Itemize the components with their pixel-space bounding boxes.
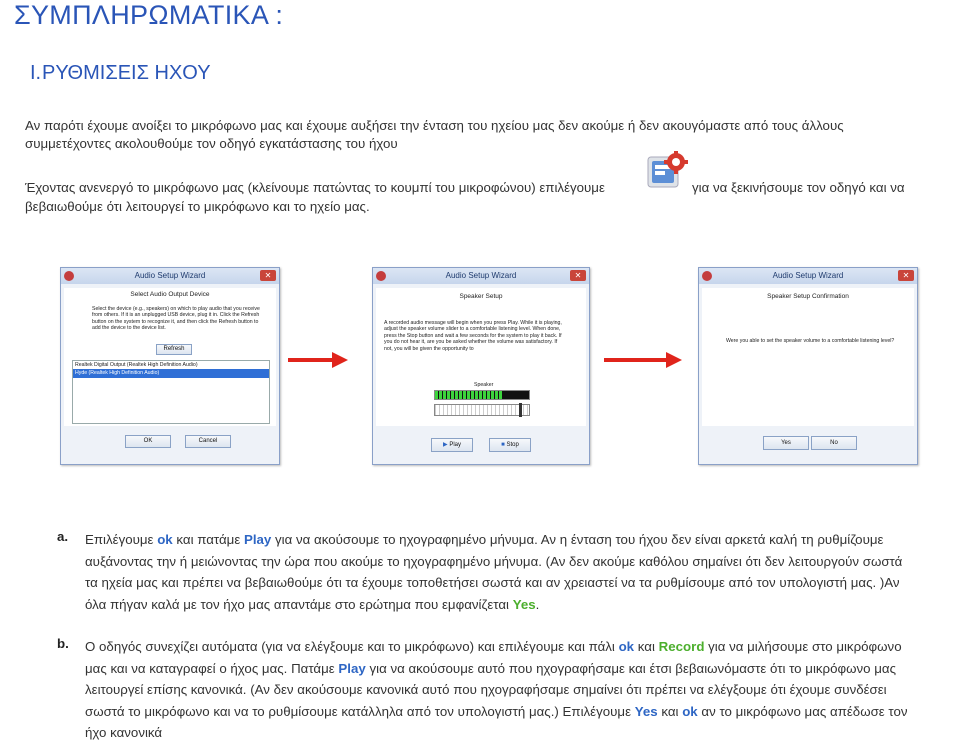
audio-wizard-gear-icon [646,151,688,191]
list-label-a: a. [57,529,69,544]
dialog-titlebar [699,268,917,284]
item-b-line-5: ήχο κανονικά [85,725,163,740]
item-b-line-4: σωστά το μικρόφωνο και να το ρυθμίσουμε κατάλληλα από τον υπολογιστή μας.) Επιλέγουμε Yes και ok αν το μικρόφωνο μας απέδωσε τον [85,703,908,719]
list-item-b [85,636,960,744]
list-item-selected[interactable]: Hyde (Realtek High Definition Audio) [73,369,269,377]
item-a-line-1: Επιλέγουμε ok και πατάμε Play για να ακούσουμε το ηχογραφημένο μήνυμα. Αν η ένταση του ήχου δεν είναι αρκετά καλή τη ρυθμίζουμε [85,532,884,547]
item-a-line-3: τα ηχεία μας και πρέπει να βεβαιωθούμε ότι τα έχουμε τοποθετήσει σωστά και αν χρειαστεί να τα ρυθμίσουμε από τον υπολογιστή μας. )Αν [85,575,900,590]
item-a-line-4: όλα πήγαν καλά με τον ήχο μας απαντάμε στο ερώτημα που εμφανίζεται Yes. [85,596,540,612]
list-item[interactable]: Realtek Digital Output (Realtek High Definition Audio) [75,362,198,368]
paragraph-1 [25,117,945,153]
refresh-button[interactable]: Refresh [156,344,192,355]
app-logo-icon [702,271,712,281]
paragraph-1-line-2: συμμετέχοντες ακολουθούμε τον οδηγό εγκατάστασης του ήχου [25,136,398,151]
arrow-right-icon [284,350,350,370]
play-icon: ▶ [443,442,448,448]
ok-button[interactable]: OK [125,435,171,448]
speaker-label: Speaker [474,382,494,388]
dialog-speaker-confirm [698,267,918,465]
dialog-title: Audio Setup Wizard [772,271,844,280]
dialog-subtitle: Select Audio Output Device [130,291,210,298]
page-title: ΣΥΜΠΛΗΡΩΜΑΤΙΚΑ : [14,0,284,30]
dialog-subtitle: Speaker Setup Confirmation [767,293,849,300]
close-icon[interactable]: ✕ [570,270,586,281]
yes-button[interactable]: Yes [763,436,809,450]
stop-icon: ■ [501,442,505,448]
volume-slider[interactable] [434,404,530,416]
cancel-button[interactable]: Cancel [185,435,231,448]
dialog-titlebar [373,268,589,284]
dialog-speaker-setup [372,267,590,465]
app-logo-icon [64,271,74,281]
dialog-text: A recorded audio message will begin when you press Play. While it is playing, adjust the speaker volume slider to a comfortable listening level. When done, press the Stop button and wait a few seconds for the system to play it back. If you do not hear it, are you be asked whether the volume was satisfactory. If not, you will be given the opportunity to [384,320,562,352]
item-a-line-2: αυξάνοντας την ή μειώνοντας την ώρα που ακούμε το ηχογραφημένο μήνυμα. (Αν δεν ακούμε καθόλου σημαίνει ότι δεν λειτουργούν σωστά [85,553,903,569]
app-logo-icon [376,271,386,281]
item-b-line-1: Ο οδηγός συνεχίζει αυτόματα (για να ελέγξουμε και το μικρόφωνο) και επιλέγουμε και πάλι ok και Record για να μιλήσουμε στο μικρόφωνο [85,639,902,654]
section-number: I. [30,62,42,84]
paragraph-2-line-1a: Έχοντας ανενεργό το μικρόφωνο μας (κλείνουμε πατώντας το κουμπί του μικροφώνου) επιλέγουμε [25,180,605,195]
list-label-b: b. [57,636,69,651]
play-button[interactable] [431,438,473,452]
slider-thumb[interactable] [519,403,522,417]
item-b-line-3: λειτουργεί επίσης κανονικά. (Αν δεν ακούσουμε κανονικά αυτό που ηχογραφήσαμε σημαίνει ότι πρέπει να ελέγξουμε ότι έχουμε συνδέσει [85,682,887,697]
play-label: Play [449,442,461,448]
paragraph-2-line-2: βεβαιωθούμε ότι λειτουργεί το μικρόφωνο και το ηχείο μας. [25,199,370,214]
dialog-select-output [60,267,280,465]
section-title: ΡΥΘΜΙΣΕΙΣ ΗΧΟΥ [42,62,211,84]
item-b-line-2: μας και να καταγραφεί ο ήχος μας. Πατάμε Play για να ακούσουμε αυτό που ηχογραφήσαμε και έτσι βεβαιωνόμαστε ότι το μικρόφωνο μας [85,660,896,676]
no-button[interactable]: No [811,436,857,450]
dialog-subtitle: Speaker Setup [459,293,503,300]
arrow-right-icon [600,350,684,370]
device-list[interactable] [72,360,270,424]
dialog-title: Audio Setup Wizard [445,271,517,280]
dialog-text: Were you able to set the speaker volume to a comfortable listening level? [726,338,895,344]
paragraph-2-line-1b: για να ξεκινήσουμε τον οδηγό και να [692,180,905,195]
stop-button[interactable] [489,438,531,452]
dialog-title: Audio Setup Wizard [134,271,206,280]
speaker-level-meter [434,390,530,400]
close-icon[interactable]: ✕ [260,270,276,281]
dialog-text: Select the device (e.g., speakers) on which to play audio that you receive from others. If it is an unplugged USB device, plug it in. Click the Refresh button on the system to recognize it, and then click the Refresh button to add the device to the device list. [92,306,260,332]
dialog-titlebar [61,268,279,284]
paragraph-1-line-1: Αν παρότι έχουμε ανοίξει το μικρόφωνο μας και έχουμε αυξήσει την ένταση του ηχείου μας δεν ακούμε ή δεν ακουγόμαστε από τους άλλους [25,118,844,133]
list-item-a [85,529,960,615]
stop-label: Stop [506,442,519,448]
close-icon[interactable]: ✕ [898,270,914,281]
